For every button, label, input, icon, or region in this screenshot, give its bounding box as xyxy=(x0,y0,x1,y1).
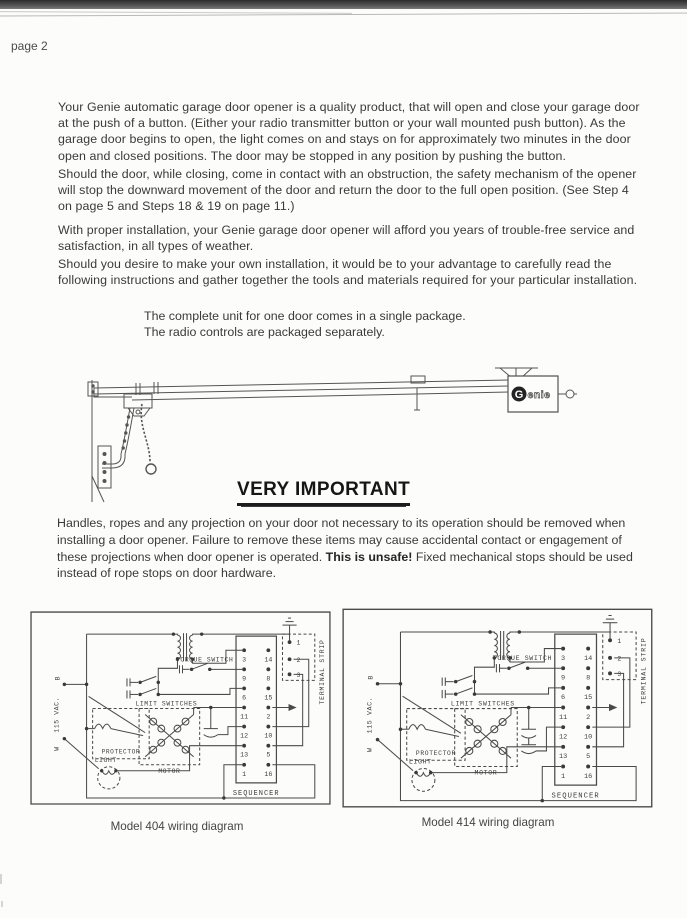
sequencer-pin-number: 14 xyxy=(264,655,273,664)
sequencer-pin-number: 9 xyxy=(561,674,566,683)
sequencer-pin-number: 8 xyxy=(586,674,591,683)
warning-text: Handles, ropes and any projection on your door not necessary to its operation should be removed when installing a door opener. Failure to remove these items may cause accidental contact or engagement of these projections when door opener is operated. xyxy=(57,516,626,564)
terminal-pin-number: 2 xyxy=(617,655,622,663)
warning-text: Fixed mechanical stops should be used instead of rope stops on door hardware. xyxy=(57,549,633,581)
scan-edge-top xyxy=(0,0,687,9)
motor-label: MOTOR xyxy=(474,769,498,777)
wiring-diagram-model-414 xyxy=(340,601,658,813)
sequencer-pin-number: 8 xyxy=(266,674,271,683)
supply-w-label: W xyxy=(53,746,61,751)
sequencer-pin-number: 6 xyxy=(242,693,247,702)
terminal-pin-number: 3 xyxy=(296,671,301,679)
sequencer-pin-number: 13 xyxy=(558,753,568,762)
sequencer-pin-number: 6 xyxy=(561,694,566,703)
sequencer-pin-number: 13 xyxy=(240,750,249,759)
supply-voltage-label: 115 VAC. xyxy=(53,696,61,733)
sequencer-pin-number: 15 xyxy=(584,694,593,703)
trolley xyxy=(124,394,152,408)
terminal-pin-number: 3 xyxy=(617,670,622,678)
body-paragraph: With proper installation, your Genie garage door opener will afford you years of trouble-free service and satisfaction, in all types of weather. xyxy=(58,223,635,254)
sequencer-pin-number: 2 xyxy=(266,712,271,721)
scan-artifact-line xyxy=(0,11,352,14)
protector-label: PROTECTOR xyxy=(415,750,456,758)
sequencer-label: SEQUENCER xyxy=(232,789,280,798)
sequencer-pin-number: 10 xyxy=(584,733,593,742)
sequencer-pin-number: 16 xyxy=(584,772,593,781)
protector-label: PROTECTOR xyxy=(101,748,141,756)
sequencer-pin-number: 11 xyxy=(240,712,249,721)
light-label: LIGHT xyxy=(408,758,432,766)
warning-paragraph xyxy=(57,515,647,582)
light-knob xyxy=(566,390,574,398)
diagram-caption: Model 414 wiring diagram xyxy=(421,816,555,829)
page-number: page 2 xyxy=(11,39,48,53)
supply-voltage-label: 115 VAC. xyxy=(365,696,374,734)
terminal-pin-number: 1 xyxy=(296,639,301,647)
diagram-caption: Model 404 wiring diagram xyxy=(110,820,244,833)
terminal-pin-number: 1 xyxy=(617,637,622,645)
warning-bold-text: This is unsafe! xyxy=(325,549,413,564)
light-label: LIGHT xyxy=(94,756,117,764)
torque-switch-label: TORQUE SWITCH xyxy=(176,656,234,664)
sequencer-pin-number: 5 xyxy=(266,750,271,759)
limit-switches-label: LIMIT SWITCHES xyxy=(135,700,198,708)
scan-speck xyxy=(0,874,2,884)
sequencer-pin-number: 12 xyxy=(240,731,249,740)
genie-logo xyxy=(512,387,551,402)
sequencer-pin-number: 15 xyxy=(264,693,273,702)
motor-label: MOTOR xyxy=(158,767,181,775)
sequencer-pin-number: 10 xyxy=(264,731,273,740)
sequencer-pin-number: 9 xyxy=(242,674,247,683)
wiring-diagram-model-404 xyxy=(28,604,336,810)
terminal-strip-label: TERMINAL STRIP xyxy=(318,639,326,705)
terminal-pin-number: 2 xyxy=(296,656,301,664)
sequencer-pin-number: 1 xyxy=(242,769,247,778)
logo-letter-g: G xyxy=(514,389,524,402)
package-note: The complete unit for one door comes in a single package. xyxy=(144,309,466,323)
sequencer-pin-number: 16 xyxy=(264,769,273,778)
scan-speck xyxy=(1,901,3,907)
limit-switches-label: LIMIT SWITCHES xyxy=(450,700,515,708)
release-chain xyxy=(141,404,150,462)
sequencer-pin-number: 1 xyxy=(561,772,566,781)
package-note: The radio controls are packaged separately. xyxy=(144,325,385,339)
terminal-strip-label: TERMINAL STRIP xyxy=(639,637,648,705)
supply-w-label: W xyxy=(365,747,374,752)
sequencer-pin-number: 12 xyxy=(558,733,568,742)
sequencer-pin-number: 11 xyxy=(558,713,568,722)
sequencer-pin-number: 14 xyxy=(584,654,593,663)
logo-letters-enie: enie xyxy=(527,389,551,401)
torque-switch-label: TORQUE SWITCH xyxy=(492,654,553,662)
sequencer-label: SEQUENCER xyxy=(551,792,600,801)
sequencer-pin-number: 3 xyxy=(242,655,247,664)
supply-b-label: B xyxy=(366,675,375,680)
sequencer-pin-number: 3 xyxy=(561,654,566,663)
body-paragraph: Should you desire to make your own installation, it would be to your advantage to carefully read the following instructions and gather together the tools and materials required for your particular installation. xyxy=(58,257,638,288)
body-paragraph: Your Genie automatic garage door opener is a quality product, that will open and close your garage door at the push of a button. (Either your radio transmitter button or your wall mounted push button). As the garage door begins to open, the light comes on and stays on for approximately two minutes in the door open and closed positions. The door may be stopped in any position by pushing the button. xyxy=(58,100,640,163)
supply-b-label: B xyxy=(54,675,62,681)
chain-ring xyxy=(146,464,156,474)
sequencer-pin-number: 5 xyxy=(586,753,591,762)
sequencer-pin-number: 2 xyxy=(586,713,591,722)
body-paragraph: Should the door, while closing, come in contact with an obstruction, the safety mechanism of the opener will stop the downward movement of the door and return the door to the full open position. (See Step 4 on page 5 and Steps 18 & 19 on page 11.) xyxy=(58,167,637,214)
very-important-heading: VERY IMPORTANT xyxy=(237,479,410,506)
